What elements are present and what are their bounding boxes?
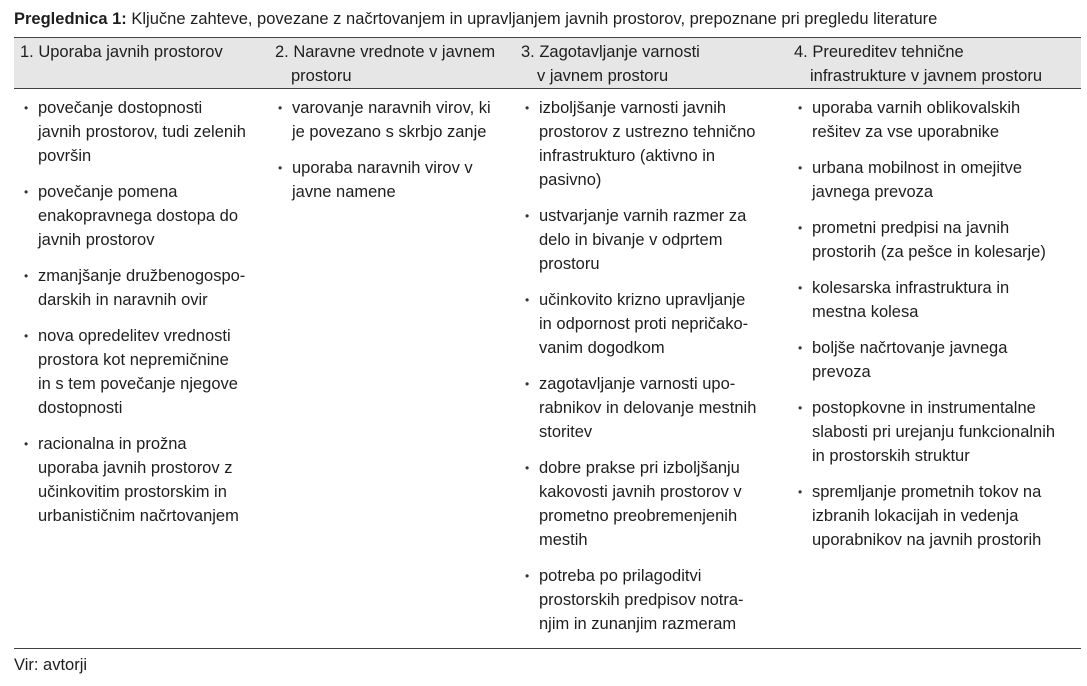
header-line: prostoru <box>291 67 352 85</box>
bullet-icon: • <box>525 461 530 475</box>
table-caption <box>14 8 937 30</box>
caption-label: Preglednica 1: <box>14 10 127 28</box>
header-line: 4. Preureditev tehnične <box>794 43 964 61</box>
bullet-icon: • <box>798 485 803 499</box>
list-item: • spremljanje prometnih tokov na izbranih lokacijah in vedenja uporabnikov na javnih prostorih <box>798 480 1083 552</box>
list-item: • izboljšanje varnosti javnih prostorov z ustrezno tehnično infrastrukturo (aktivno in pasivno) <box>525 96 787 192</box>
list-item: • uporaba varnih oblikovalskih rešitev za vse uporabnike <box>798 96 1083 144</box>
column-header-4 <box>794 40 1079 88</box>
column-header-1 <box>20 40 260 64</box>
header-line: 2. Naravne vrednote v javnem <box>275 43 496 61</box>
column-1 <box>24 96 269 540</box>
bullet-icon: • <box>24 329 29 343</box>
bullet-icon: • <box>24 185 29 199</box>
bullet-icon: • <box>798 341 803 355</box>
bullet-icon: • <box>798 401 803 415</box>
bullet-icon: • <box>798 281 803 295</box>
bullet-icon: • <box>525 293 530 307</box>
list-item: • učinkovito krizno upravljanje in odpornost proti nepričako- vanim dogodkom <box>525 288 787 360</box>
bullet-icon: • <box>278 161 283 175</box>
header-line: 1. Uporaba javnih prostorov <box>20 43 223 61</box>
table-bottom-rule <box>14 648 1081 649</box>
bullet-icon: • <box>24 101 29 115</box>
column-header-3 <box>521 40 781 88</box>
bullet-icon: • <box>525 569 530 583</box>
header-line: infrastrukture v javnem prostoru <box>810 67 1043 85</box>
list-item: • boljše načrtovanje javnega prevoza <box>798 336 1083 384</box>
list-item: • nova opredelitev vrednosti prostora kot nepremičnine in s tem povečanje njegove dostopnosti <box>24 324 269 420</box>
list-item: • urbana mobilnost in omejitve javnega prevoza <box>798 156 1083 204</box>
list-item: • dobre prakse pri izboljšanju kakovosti javnih prostorov v prometno preobremenjenih mestih <box>525 456 787 552</box>
table-source: Vir: avtorji <box>14 656 88 674</box>
table-header-rule <box>14 88 1081 89</box>
header-line: 3. Zagotavljanje varnosti <box>521 43 700 61</box>
caption-text: Ključne zahteve, povezane z načrtovanjem in upravljanjem javnih prostorov, prepoznane pri pregledu literature <box>126 10 938 28</box>
list-item: • potreba po prilagoditvi prostorskih predpisov notra- njim in zunanjim razmeram <box>525 564 787 636</box>
bullet-icon: • <box>525 377 530 391</box>
list-item: • uporaba naravnih virov v javne namene <box>278 156 518 204</box>
bullet-icon: • <box>24 269 29 283</box>
column-3 <box>525 96 787 648</box>
list-item: • prometni predpisi na javnih prostorih (za pešce in kolesarje) <box>798 216 1083 264</box>
list-item: • kolesarska infrastruktura in mestna kolesa <box>798 276 1083 324</box>
column-4 <box>798 96 1083 564</box>
list-item: • povečanje dostopnosti javnih prostorov, tudi zelenih površin <box>24 96 269 168</box>
bullet-icon: • <box>525 101 530 115</box>
list-item: • zmanjšanje družbenogospo- darskih in naravnih ovir <box>24 264 269 312</box>
bullet-icon: • <box>798 101 803 115</box>
list-item: • racionalna in prožna uporaba javnih prostorov z učinkovitim prostorskim in urbanističnim načrtovanjem <box>24 432 269 528</box>
header-line: v javnem prostoru <box>537 67 669 85</box>
column-header-2 <box>275 40 515 88</box>
list-item: • varovanje naravnih virov, ki je povezano s skrbjo zanje <box>278 96 518 144</box>
bullet-icon: • <box>278 101 283 115</box>
list-item: • postopkovne in instrumentalne slabosti pri urejanju funkcionalnih in prostorskih struktur <box>798 396 1083 468</box>
bullet-icon: • <box>798 221 803 235</box>
list-item: • ustvarjanje varnih razmer za delo in bivanje v odprtem prostoru <box>525 204 787 276</box>
list-item: • zagotavljanje varnosti upo- rabnikov in delovanje mestnih storitev <box>525 372 787 444</box>
column-2 <box>278 96 518 216</box>
bullet-icon: • <box>798 161 803 175</box>
bullet-icon: • <box>525 209 530 223</box>
list-item: • povečanje pomena enakopravnega dostopa do javnih prostorov <box>24 180 269 252</box>
bullet-icon: • <box>24 437 29 451</box>
